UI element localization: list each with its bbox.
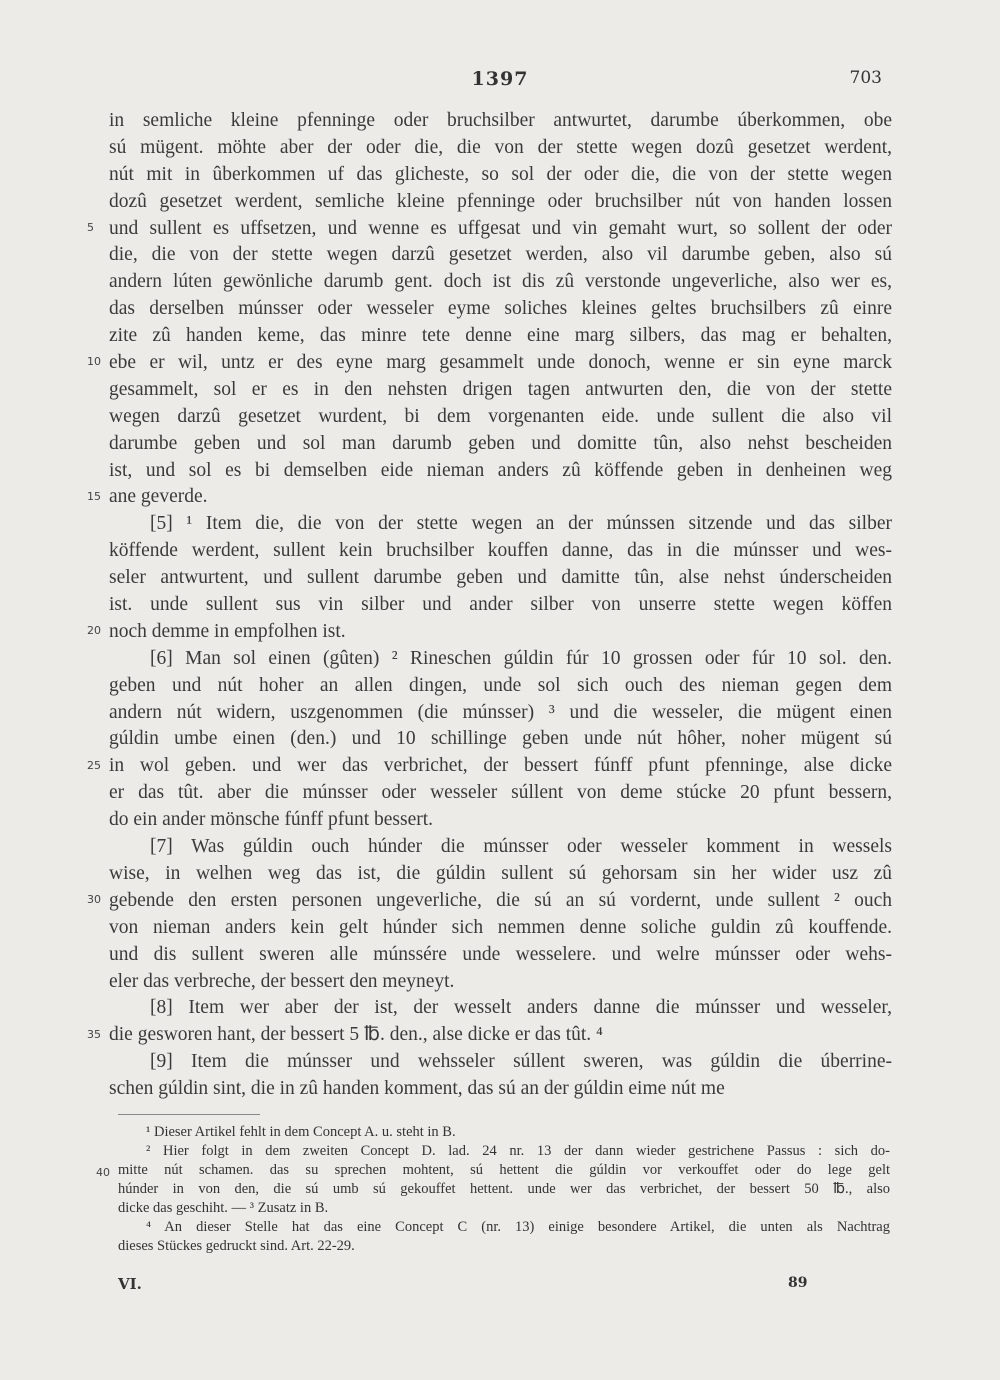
line-number: 40: [96, 1166, 110, 1179]
text-line: zite zû handen keme, das minre tete denne eine marg silbers, das mag er behalten,: [109, 325, 892, 347]
text-line: gesammelt, sol er es in den nehsten drigen tagen antwurten den, die von der stette: [109, 378, 892, 400]
main-text: [87, 108, 892, 1103]
text-line: nút mit in ûberkommen uf das glicheste, so sol der oder die, die von der stette wegen: [109, 163, 892, 185]
footnote-line: mitte nút schamen. das su sprechen mohtent, sú hettent die gúldin vor verkouffet oder do lege gelt: [118, 1162, 890, 1178]
text-line: sú mügent. möhte aber der oder die, die von der stette wegen dozû gesetzet werdent,: [109, 136, 892, 158]
text-line: schen gúldin sint, die in zû handen komment, das sú an der gúldin eime nút me: [109, 1078, 725, 1100]
text-line: in wol geben. und wer das verbrichet, der bessert fúnff pfunt pfenninge, alse dicke: [109, 755, 892, 777]
text-line: [9] Item die múnsser und wehsseler súllent sweren, was gúldin die úberrine-: [150, 1051, 892, 1073]
text-line: und dis sullent sweren alle múnssére unde wesselere. und welre múnsser oder wehs-: [109, 943, 892, 965]
text-line: ist. unde sullent sus vin silber und ander silber von unserre stette wegen köffen: [109, 594, 892, 616]
text-line: die gesworen hant, der bessert 5 ℔. den., alse dicke er das tût. ⁴: [109, 1024, 603, 1046]
text-line: [7] Was gúldin ouch húnder die múnsser oder wesseler komment in wessels: [150, 836, 892, 858]
footnote-divider: [118, 1114, 260, 1115]
text-line: noch demme in empfolhen ist.: [109, 620, 346, 642]
text-line: dozû gesetzet werdent, semliche kleine pfenninge oder bruchsilber nút von handen lossen: [109, 190, 892, 212]
text-line: andern nút widern, uszgenommen (die múnsser) ³ und die wesseler, die mügent einen: [109, 701, 892, 723]
line-number: 35: [87, 1027, 101, 1041]
footnotes: [96, 1123, 890, 1256]
text-line: darumbe geben und sol man darumb geben und domitte tûn, also nehst bescheiden: [109, 432, 892, 454]
footnote-line: dicke das geschiht. — ³ Zusatz in B.: [118, 1200, 329, 1216]
text-line: do ein ander mönsche fúnff pfunt bessert.: [109, 809, 434, 831]
text-line: ebe er wil, untz er des eyne marg gesammelt unde donoch, wenne er sin eyne marck: [109, 352, 892, 374]
line-number: 10: [87, 355, 101, 369]
text-line: und sullent es uffsetzen, und wenne es uffgesat und vin gemaht wurt, so sollent der oder: [109, 217, 892, 239]
footnote-line: dieses Stückes gedruckt sind. Art. 22-29.: [118, 1238, 355, 1254]
line-number: 20: [87, 624, 101, 638]
text-line: ane geverde.: [109, 486, 208, 508]
footnote-line: ⁴ An dieser Stelle hat das eine Concept C (nr. 13) einige besondere Artikel, die unten als Nachtrag: [146, 1219, 890, 1235]
footnote-line: ² Hier folgt in dem zweiten Concept D. lad. 24 nr. 13 der dann wieder gestrichene Passus : sich do-: [146, 1143, 890, 1159]
text-line: gebende den ersten personen ungeverliche, die sú an sú vordernt, unde sullent ² ouch: [109, 889, 892, 911]
text-line: seler antwurtent, und sullent darumbe geben und damitte tûn, alse nehst únderscheiden: [109, 567, 892, 589]
text-line: in semliche kleine pfenninge oder bruchsilber antwurtet, darumbe úberkommen, obe: [109, 110, 892, 131]
line-number: 25: [87, 758, 101, 772]
page-number: 703: [849, 68, 882, 88]
text-line: wegen darzû gesetzet wurdent, bi dem vorgenanten eide. unde sullent die also vil: [109, 405, 892, 427]
page-header-year: 1397: [471, 68, 529, 90]
text-line: [5] ¹ Item die, die von der stette wegen an der múnssen sitzende und das silber: [150, 513, 892, 535]
text-line: die, die von der stette wegen darzû gesetzet werden, also vil darumbe geben, also sú: [109, 244, 892, 266]
text-line: andern lúten gewönliche darumb gent. doch ist dis zû verstonde ungeverliche, also wer es,: [109, 271, 892, 293]
sheet-signature: VI.: [118, 1275, 142, 1293]
text-line: das derselben múnsser oder wesseler eyme soliches kleines geltes bruchsilbers zû einre: [109, 298, 892, 320]
sheet-number: 89: [788, 1275, 808, 1291]
text-line: [6] Man sol einen (gûten) ² Rineschen gúldin fúr 10 grossen oder fúr 10 sol. den.: [150, 647, 892, 669]
text-line: gúldin umbe einen (den.) und 10 schillinge geben unde nút hôher, noher mügent sú: [109, 728, 892, 750]
text-line: ist, und sol es bi demselben eide nieman anders zû köffende geben in denheinen weg: [109, 459, 892, 481]
text-line: [8] Item wer aber der ist, der wesselt anders danne die múnsser und wesseler,: [150, 997, 892, 1019]
line-number: 5: [87, 220, 94, 234]
footnote-line: húnder in von den, die sú umb sú gekouffet hettent. unde wer das verbrichet, der bessert 50 ℔., also: [118, 1181, 890, 1197]
text-line: er das tût. aber die múnsser oder wesseler súllent von deme stúcke 20 pfunt bessern,: [109, 782, 892, 804]
line-number: 30: [87, 893, 101, 907]
text-line: eler das verbreche, der bessert den meyneyt.: [109, 970, 455, 992]
text-line: geben und nút hoher an allen dingen, unde sol sich ouch des nieman gegen dem: [109, 674, 892, 696]
footnote-line: ¹ Dieser Artikel fehlt in dem Concept A. u. steht in B.: [146, 1124, 456, 1140]
text-line: wise, in welhen weg das ist, die gúldin sullent sú gehorsam sin her wider usz zû: [109, 862, 892, 884]
text-line: von nieman anders kein gelt húnder sich nemmen denne soliche guldin zû kouffende.: [109, 916, 892, 938]
line-number: 15: [87, 489, 101, 503]
text-line: köffende werdent, sullent kein bruchsilber kouffen danne, das in die múnsser und wes-: [109, 540, 892, 562]
